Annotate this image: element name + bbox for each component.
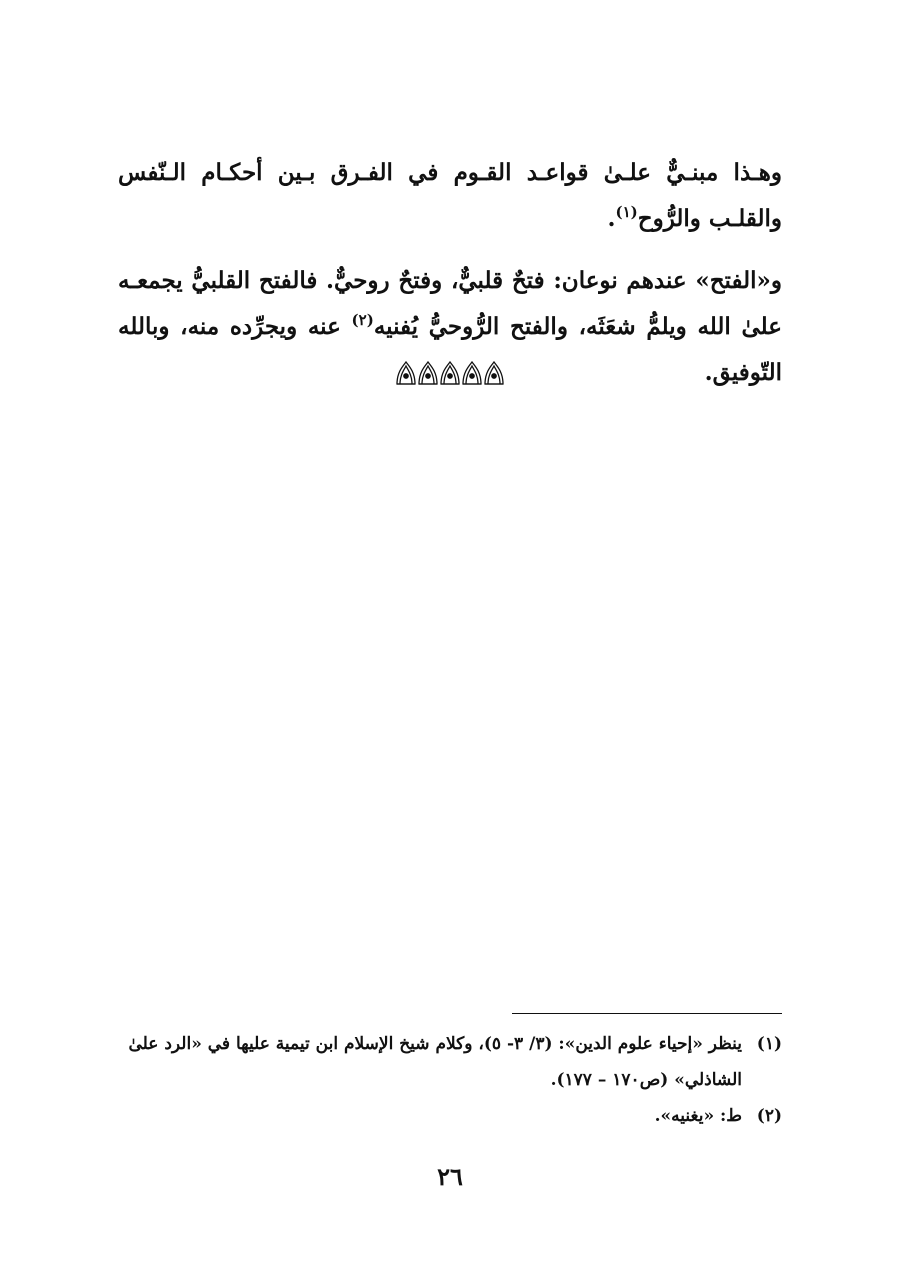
paragraph-1-text: وهـذا مبنـيٌّ علـىٰ قواعـد القـوم في الفـرق بـين أحكـام الـنّفس والقلـب والرُّوح — [118, 159, 782, 232]
footnote-1-text: ينظر «إحياء علوم الدين»: (٣/ ٣- ٥)، وكلام شيخ الإسلام ابن تيمية عليها في «الرد علىٰ الشاذلي» (ص١٧٠ – ١٧٧). — [128, 1034, 742, 1090]
footnote-1-number: (١) — [756, 1034, 782, 1054]
ornament-motif — [463, 362, 481, 384]
ornament-motif — [485, 362, 503, 384]
paragraph-2-text-before: و«الفتح» عندهم نوعان: فتحٌ قلبيٌّ، وفتحٌ روحيٌّ. فالفتح القلبيُّ يجمعـه علىٰ الله ويلمُّ شعَثَه، والفتح الرُّوحيُّ يُفنيه — [118, 267, 782, 340]
ornament-motif — [441, 362, 459, 384]
footnote-2-number: (٢) — [756, 1106, 782, 1126]
footnote-ref-2[interactable]: (٢) — [351, 311, 374, 329]
ornament-motif — [397, 362, 415, 384]
footnote-1 — [118, 1026, 782, 1098]
paragraph-1 — [118, 150, 782, 242]
footnote-separator — [512, 1013, 782, 1014]
footnote-2-text: ط: «يغنيه». — [654, 1106, 742, 1126]
footnote-ref-1[interactable]: (١) — [615, 203, 638, 221]
footnotes — [118, 1026, 782, 1134]
paragraph-2-text-after: عنه ويجرِّده منه، وبالله التّوفيق. — [118, 313, 782, 386]
ornament-motif — [419, 362, 437, 384]
page-number: ٢٦ — [437, 1162, 463, 1191]
paragraph-1-end: . — [607, 205, 616, 232]
footnote-2 — [118, 1098, 782, 1134]
floral-ornament-icon — [395, 360, 507, 386]
ornament-svg — [395, 360, 507, 386]
